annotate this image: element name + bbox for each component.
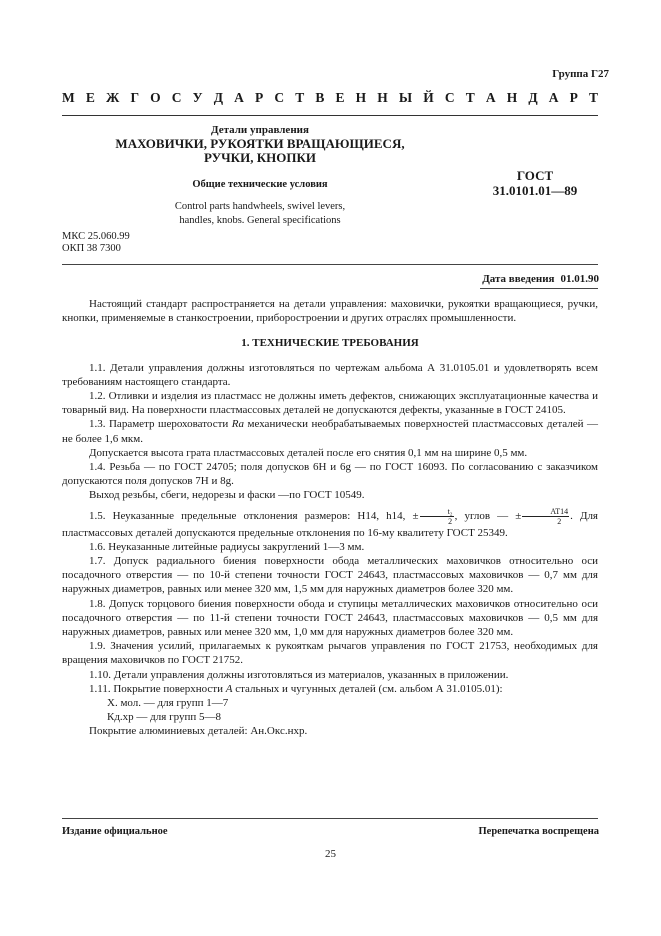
text-span: стальных и чугунных деталей (см. альбом А 31.0105.01): bbox=[232, 682, 503, 695]
date-underline bbox=[480, 288, 598, 289]
page-number: 25 bbox=[325, 848, 336, 860]
intro-date-value: 01.01.90 bbox=[560, 273, 599, 285]
title-line-3: РУЧКИ, КНОПКИ bbox=[203, 150, 317, 165]
bottom-divider bbox=[62, 818, 598, 819]
text-span: 1.5. Неуказанные предельные отклонения размеров: H14, h14, ± bbox=[89, 509, 419, 522]
paragraph-1-5 bbox=[62, 507, 598, 540]
fraction-numerator: AT14 bbox=[522, 507, 569, 517]
classification-codes bbox=[62, 231, 130, 255]
okp-code: ОКП 38 7300 bbox=[62, 243, 121, 254]
paragraph-1-1: 1.1. Детали управления должны изготовляться по чертежам альбома А 31.0105.01 и удовлетворять всем требованиям настоящего стандарта. bbox=[62, 361, 598, 388]
title-block bbox=[100, 124, 420, 228]
text-span: , углов — ± bbox=[454, 509, 522, 522]
section-title: 1. ТЕХНИЧЕСКИЕ ТРЕБОВАНИЯ bbox=[241, 337, 419, 350]
fraction-denominator: 2 bbox=[448, 516, 453, 526]
paragraph-1-11-x: Х. мол. — для групп 1—7 bbox=[107, 697, 229, 710]
reprint-label: Перепечатка воспрещена bbox=[478, 826, 599, 837]
gost-number bbox=[475, 168, 595, 198]
subtitle: Общие технические условия bbox=[192, 179, 328, 190]
paragraph-1-10: 1.10. Детали управления должны изготовляться из материалов, указанных в приложении. bbox=[89, 668, 509, 681]
intro-date-label: Дата введения bbox=[482, 273, 555, 285]
paragraph-1-11-al: Покрытие алюминиевых деталей: Ан.Окс.нхр. bbox=[89, 725, 308, 738]
intro-paragraph: Настоящий стандарт распространяется на детали управления: маховички, рукоятки вращающиеся, ручки, кнопки, применяемые в станкостроении, приборостроении и других отраслях промышленности. bbox=[62, 298, 598, 325]
text-span: . Для пластмассовых деталей допускаются предельные отклонения по 16-му квалитету ГОСТ 25349. bbox=[62, 509, 598, 539]
paragraph-1-8: 1.8. Допуск торцового биения поверхности обода и ступицы металлических маховичков относительно оси посадочного отверстия — по 11-й степени точности ГОСТ 24643, пластмассовых маховичков — 0,5 мм для наружных диаметров, равных или менее 320 мм, 1,0 мм для наружных диаметров более 320 мм. bbox=[62, 597, 598, 639]
gost-code: 31.0101.01—89 bbox=[492, 183, 578, 198]
paragraph-1-9: 1.9. Значения усилий, прилагаемых к рукояткам рычагов управления по ГОСТ 21753, необходимых для вращения маховичков по ГОСТ 21752. bbox=[62, 640, 598, 667]
document-body bbox=[62, 297, 598, 739]
paragraph-1-6: 1.6. Неуказанные литейные радиусы закруглений 1—3 мм. bbox=[89, 540, 365, 553]
fraction-numerator: t₂ bbox=[420, 507, 454, 517]
title-line-1: Детали управления bbox=[211, 124, 309, 136]
text-span: 1.11. Покрытие поверхности bbox=[89, 682, 226, 695]
top-divider bbox=[62, 264, 598, 265]
standard-banner: М Е Ж Г О С У Д А Р С Т В Е Н Н Ы Й С Т А Н Д А Р Т bbox=[62, 90, 598, 105]
paragraph-1-3 bbox=[62, 417, 598, 445]
text-span: механически необрабатываемых поверхностей пластмассовых деталей — не более 1,6 мкм. bbox=[62, 418, 598, 445]
paragraph-1-7: 1.7. Допуск радиального биения поверхности обода металлических маховичков относительно оси посадочного отверстия — по 10-й степени точности ГОСТ 24643, пластмассовых маховичков — 0,7 мм для наружных диаметров, равных или менее 320 мм, 1,5 мм для наружных диаметров более 320 мм. bbox=[62, 555, 598, 596]
paragraph-1-11 bbox=[62, 682, 598, 696]
intro-date bbox=[482, 273, 599, 285]
paragraph-1-11-k: Кд.хр — для групп 5—8 bbox=[107, 711, 221, 724]
group-label: Группа Г27 bbox=[552, 68, 609, 80]
surface-symbol: А bbox=[225, 682, 233, 695]
english-title-line-1: Control parts handwheels, swivel levers, bbox=[174, 201, 346, 212]
title-line-2: МАХОВИЧКИ, РУКОЯТКИ ВРАЩАЮЩИЕСЯ, bbox=[115, 136, 405, 151]
banner-divider bbox=[62, 115, 598, 116]
edition-label: Издание официальное bbox=[62, 826, 168, 837]
ra-symbol: Ra bbox=[231, 418, 245, 431]
english-title bbox=[100, 200, 420, 228]
paragraph-1-3-c: Допускается высота грата пластмассовых деталей после его снятия 0,1 мм на ширине 0,5 мм. bbox=[89, 446, 528, 459]
paragraph-1-4: 1.4. Резьба — по ГОСТ 24705; поля допусков 6H и 6g — по ГОСТ 16093. По согласованию с заказчиком допускаются поля допусков 7H и 8g. bbox=[62, 461, 598, 488]
fraction-denominator: 2 bbox=[557, 516, 562, 526]
paragraph-1-4-b: Выход резьбы, сбеги, недорезы и фаски —по ГОСТ 10549. bbox=[89, 489, 365, 502]
fraction-t2 bbox=[420, 507, 454, 526]
gost-label: ГОСТ bbox=[516, 168, 554, 183]
mks-code: МКС 25.060.99 bbox=[62, 231, 130, 242]
paragraph-1-2: 1.2. Отливки и изделия из пластмасс не должны иметь дефектов, снижающих эксплуатационные качества и товарный вид. На поверхности пластмассовых деталей не допускаются дефекты, указанные в ГОСТ 24105. bbox=[62, 390, 598, 417]
text-span: 1.3. Параметр шероховатости bbox=[89, 418, 232, 431]
english-title-line-2: handles, knobs. General specifications bbox=[179, 215, 341, 226]
fraction-at14 bbox=[522, 507, 569, 526]
